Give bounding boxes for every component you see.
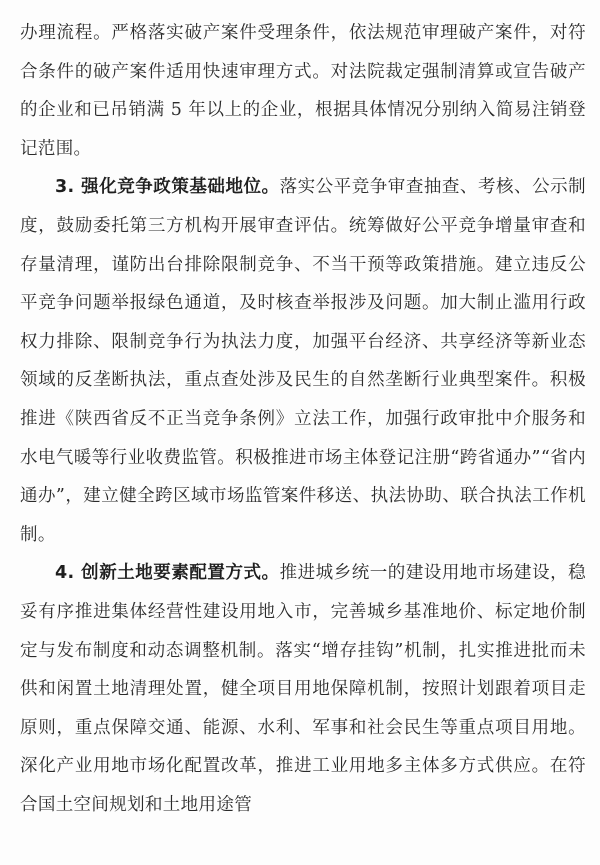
paragraph-item-3 <box>20 168 586 554</box>
paragraph-body: 办理流程。严格落实破产案件受理条件，依法规范审理破产案件，对符合条件的破产案件适用快速审理方式。对法院裁定强制清算或宣告破产的企业和已吊销满 5 年以上的企业，根据具体情况分别纳入简易注销登记范围。 <box>20 23 586 159</box>
paragraph-body: 推进城乡统一的建设用地市场建设，稳妥有序推进集体经营性建设用地入市，完善城乡基准地价、标定地价制定与发布制度和动态调整机制。落实“增存挂钩”机制，扎实推进批而未供和闲置土地清理处置，健全项目用地保障机制，按照计划跟着项目走原则，重点保障交通、能源、水利、军事和社会民生等重点项目用地。深化产业用地市场化配置改革，推进工业用地多主体多方式供应。在符合国土空间规划和土地用途管 <box>20 563 586 815</box>
paragraph-heading: 3. 强化竞争政策基础地位。 <box>55 177 280 198</box>
paragraph-heading: 4. 创新土地要素配置方式。 <box>55 563 280 584</box>
paragraph-item-4 <box>20 554 586 824</box>
paragraph-continued <box>20 14 586 168</box>
paragraph-body: 落实公平竞争审查抽查、考核、公示制度，鼓励委托第三方机构开展审查评估。统筹做好公平竞争增量审查和存量清理，谨防出台排除限制竞争、不当干预等政策措施。建立违反公平竞争问题举报绿色通道，及时核查举报涉及问题。加大制止滥用行政权力排除、限制竞争行为执法力度，加强平台经济、共享经济等新业态领域的反垄断执法，重点查处涉及民生的自然垄断行业典型案件。积极推进《陕西省反不正当竞争条例》立法工作，加强行政审批中介服务和水电气暖等行业收费监管。积极推进市场主体登记注册“跨省通办”“省内通办”，建立健全跨区域市场监管案件移送、执法协助、联合执法工作机制。 <box>20 177 586 545</box>
document-text <box>20 14 586 824</box>
